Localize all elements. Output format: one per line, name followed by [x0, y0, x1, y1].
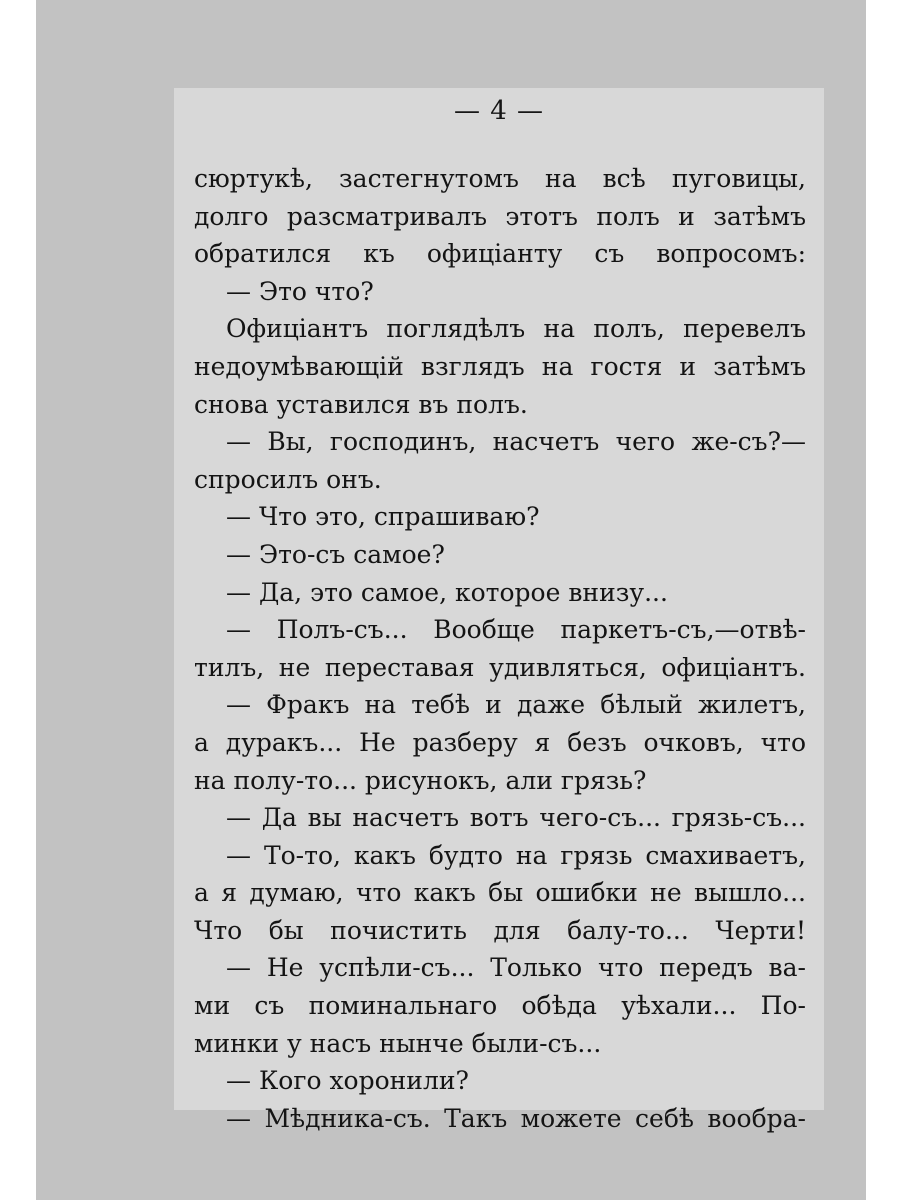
text-line: тилъ, не переставая удивляться, офиціантъ.: [194, 652, 806, 682]
text-line: Что бы почистить для балу-то... Черти!: [194, 915, 806, 945]
text-line: а дуракъ... Не разберу я безъ очковъ, что: [194, 727, 806, 757]
text-line: Офиціантъ поглядѣлъ на полъ, перевелъ: [226, 314, 806, 344]
text-line: спросилъ онъ.: [194, 464, 382, 494]
text-line: долго разсматривалъ этотъ полъ и затѣмъ: [194, 201, 806, 231]
text-line: снова уставился въ полъ.: [194, 389, 528, 419]
text-line: ми съ поминальнаго обѣда уѣхали... По-: [194, 991, 806, 1021]
text-line: обратился къ офиціанту съ вопросомъ:: [194, 239, 806, 269]
text-line: на полу-то... рисунокъ, али грязь?: [194, 765, 647, 795]
book-page: [174, 88, 824, 1133]
body-text: [194, 160, 806, 1137]
scanned-sheet: [36, 0, 866, 1200]
text-line: — Да, это самое, которое внизу...: [226, 577, 668, 607]
text-line: — Кого хоронили?: [226, 1066, 469, 1096]
text-line: — Это что?: [226, 276, 374, 306]
text-line: — Что это, спрашиваю?: [226, 502, 540, 532]
text-line: а я думаю, что какъ бы ошибки не вышло...: [194, 878, 806, 908]
page-number: — 4 —: [453, 96, 545, 126]
text-line: недоумѣвающій взглядъ на гостя и затѣмъ: [194, 351, 806, 381]
text-line: — Полъ-съ... Вообще паркетъ-съ,—отвѣ-: [226, 615, 806, 645]
text-line: минки у насъ нынче были-съ...: [194, 1028, 602, 1058]
text-line: — Не успѣли-съ... Только что передъ ва-: [226, 953, 806, 983]
text-line: — Мѣдника-съ. Такъ можете себѣ вообра-: [226, 1103, 806, 1133]
text-line: — Фракъ на тебѣ и даже бѣлый жилетъ,: [226, 690, 806, 720]
text-line: — Вы, господинъ, насчетъ чего же-съ?—: [226, 427, 806, 457]
text-line: сюртукѣ, застегнутомъ на всѣ пуговицы,: [194, 164, 806, 193]
text-line: — Да вы насчетъ вотъ чего-съ... грязь-съ...: [226, 803, 806, 833]
text-line: — То-то, какъ будто на грязь смахиваетъ,: [226, 840, 806, 870]
text-line: — Это-съ самое?: [226, 539, 445, 569]
